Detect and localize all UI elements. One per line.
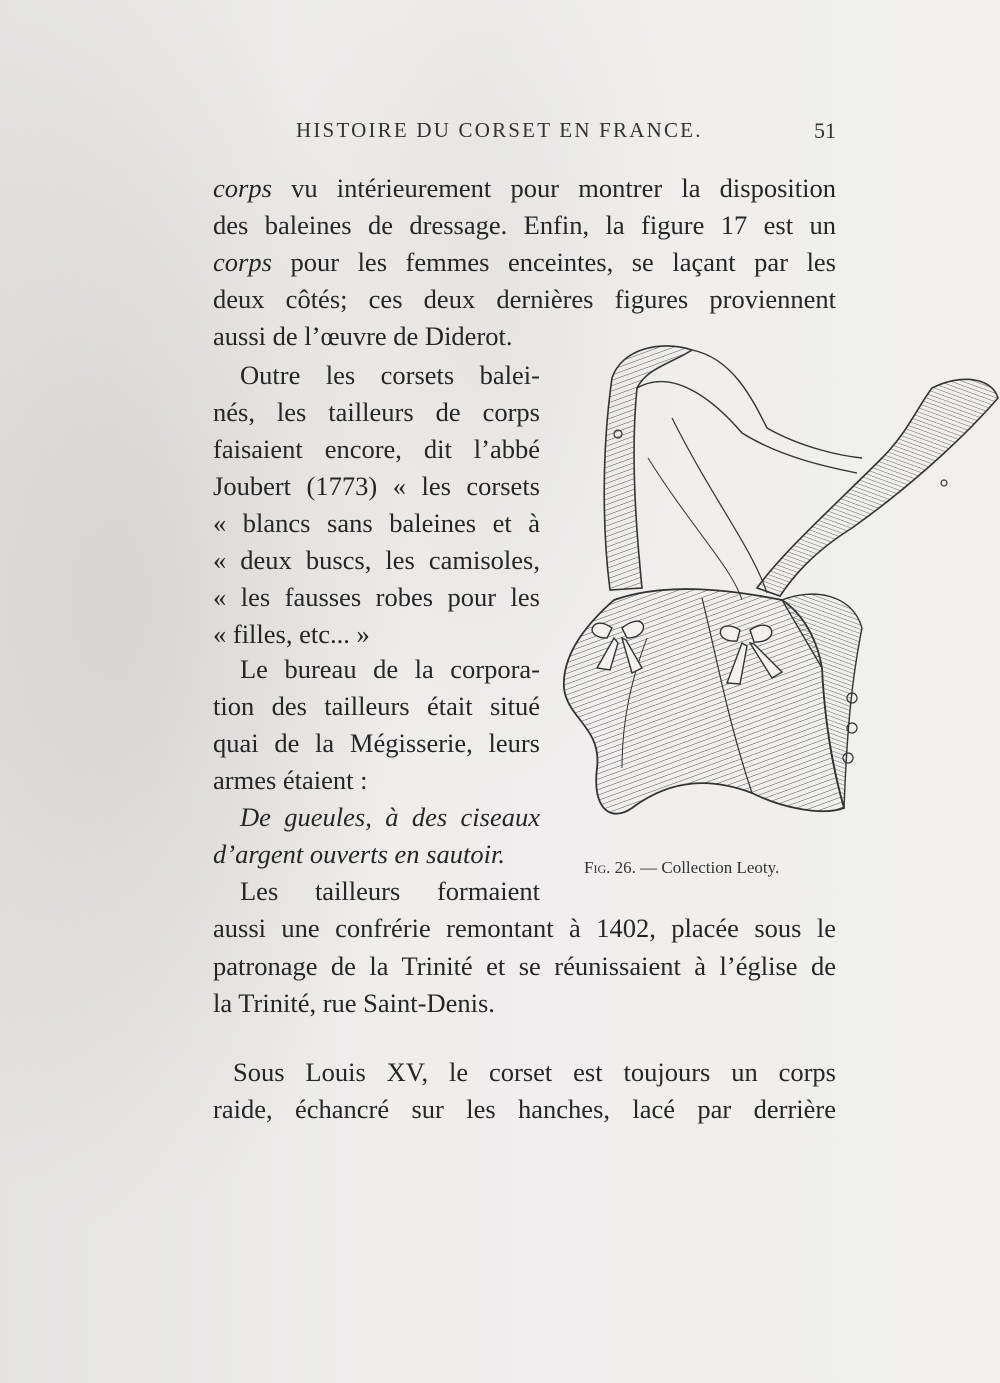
text-line: « les fausses robes pour les: [213, 582, 540, 612]
page-number: 51: [814, 118, 836, 143]
text-line-italic: d’argent ouverts en sautoir.: [213, 839, 505, 869]
text-line: « filles, etc... »: [213, 619, 370, 649]
text-line: corps pour les femmes enceintes, se laçant par les: [213, 247, 836, 277]
text-line: Les tailleurs formaient: [240, 876, 540, 906]
text-line: nés, les tailleurs de corps: [213, 397, 540, 427]
figure-label: Fig. 26.: [584, 858, 636, 877]
text-line: « blancs sans baleines et à: [213, 508, 540, 538]
figure-caption-text: — Collection Leoty.: [635, 858, 780, 877]
text-line: Joubert (1773) « les corsets: [213, 471, 540, 501]
text-line: la Trinité, rue Saint-Denis.: [213, 988, 495, 1018]
running-head-title: HISTOIRE DU CORSET EN FRANCE.: [296, 118, 703, 142]
text-line: Outre les corsets balei-: [240, 360, 540, 390]
text-line: faisaient encore, dit l’abbé: [213, 434, 540, 464]
text-line: Le bureau de la corpora-: [240, 654, 540, 684]
text-line: quai de la Mégisserie, leurs: [213, 728, 540, 758]
text-line: des baleines de dressage. Enfin, la figure 17 est un: [213, 210, 836, 240]
text-line-italic: De gueules, à des ciseaux: [240, 802, 540, 832]
text-line: aussi une confrérie remontant à 1402, placée sous le: [213, 913, 836, 943]
text-line: armes étaient :: [213, 765, 368, 795]
running-head: [296, 118, 836, 148]
text-line: patronage de la Trinité et se réunissaient à l’église de: [213, 951, 836, 981]
figure-caption: [584, 858, 779, 878]
text-line: corps vu intérieurement pour montrer la disposition: [213, 173, 836, 203]
text-line: deux côtés; ces deux dernières figures proviennent: [213, 284, 836, 314]
text-line: tion des tailleurs était situé: [213, 691, 540, 721]
text-line: « deux buscs, les camisoles,: [213, 545, 540, 575]
text-line: Sous Louis XV, le corset est toujours un corps: [233, 1057, 836, 1087]
text-line: aussi de l’œuvre de Diderot.: [213, 321, 513, 351]
text-line: raide, échancré sur les hanches, lacé par derrière: [213, 1094, 836, 1124]
corset-illustration: [552, 338, 1000, 858]
